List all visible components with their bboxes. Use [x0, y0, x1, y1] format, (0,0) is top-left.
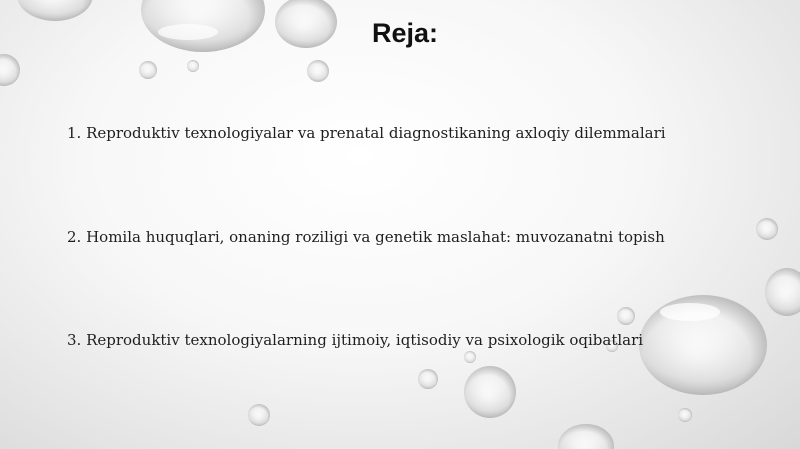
- water-drop: [418, 369, 438, 389]
- water-drop: [639, 295, 767, 395]
- water-drop: [464, 351, 476, 363]
- water-drop: [17, 0, 93, 21]
- water-drop: [0, 54, 20, 86]
- water-drop: [617, 307, 635, 325]
- water-drop: [765, 268, 800, 316]
- water-drop: [464, 366, 516, 418]
- water-drop: [187, 60, 199, 72]
- plan-item-3: 3. Reproduktiv texnologiyalarning ijtimoiy, iqtisodiy va psixologik oqibatlari: [67, 331, 644, 349]
- water-drop: [248, 404, 270, 426]
- water-drop: [756, 218, 778, 240]
- water-drop: [307, 60, 329, 82]
- slide-title: Reja:: [371, 18, 439, 48]
- water-drop: [678, 408, 692, 422]
- water-drop: [558, 424, 614, 449]
- water-drop: [139, 61, 157, 79]
- water-drop: [141, 0, 265, 52]
- plan-item-1: 1. Reproduktiv texnologiyalar va prenatal diagnostikaning axloqiy dilemmalari: [67, 124, 666, 142]
- plan-item-2: 2. Homila huquqlari, onaning roziligi va genetik maslahat: muvozanatni topish: [67, 228, 665, 246]
